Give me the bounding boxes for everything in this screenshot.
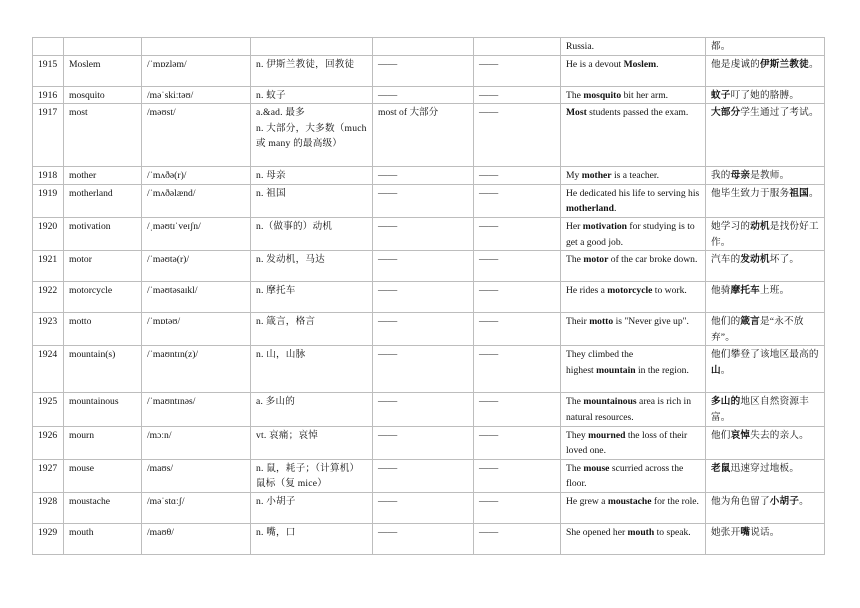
example-sentence-cell: The motor of the car broke down. — [561, 251, 706, 282]
example-sentence-cell: He is a devout Moslem. — [561, 55, 706, 86]
phonetic-transcription-cell: /ˈmʌðə(r)/ — [142, 167, 251, 185]
example-translation-cell: 他骑摩托车上班。 — [706, 282, 825, 313]
example-sentence-cell: My mother is a teacher. — [561, 167, 706, 185]
headword-cell: most — [64, 104, 142, 167]
phonetic-transcription-cell: /məʊst/ — [142, 104, 251, 167]
table-row — [33, 184, 825, 217]
phrase-cell: —— — [373, 393, 474, 426]
example-translation-cell: 蚊子叮了她的胳膊。 — [706, 86, 825, 104]
table-row — [33, 346, 825, 393]
headword-cell: motto — [64, 313, 142, 346]
entry-number-cell: 1921 — [33, 251, 64, 282]
phonetic-transcription-cell: /ˈmaʊntɪnəs/ — [142, 393, 251, 426]
table-body — [33, 38, 825, 555]
table-row — [33, 282, 825, 313]
phonetic-transcription-cell: /ˈməʊtəsaɪkl/ — [142, 282, 251, 313]
table-row — [33, 86, 825, 104]
table-row — [33, 217, 825, 250]
phonetic-transcription-cell: /maʊθ/ — [142, 523, 251, 554]
example-translation-cell: 都。 — [706, 38, 825, 56]
phrase-cell: —— — [373, 217, 474, 250]
definition-cell: n.（做事的）动机 — [251, 217, 373, 250]
headword-cell: Moslem — [64, 55, 142, 86]
phrase-cell: —— — [373, 184, 474, 217]
headword-cell: mouse — [64, 459, 142, 492]
entry-number-cell: 1920 — [33, 217, 64, 250]
phonetic-transcription-cell: /ˈmɒzləm/ — [142, 55, 251, 86]
entry-number-cell: 1925 — [33, 393, 64, 426]
table-row — [33, 104, 825, 167]
definition-cell: n. 伊斯兰教徒，回教徒 — [251, 55, 373, 86]
table-row — [33, 167, 825, 185]
phonetic-transcription-cell — [142, 38, 251, 56]
phrase-cell: —— — [373, 167, 474, 185]
phrase-cell: —— — [373, 523, 474, 554]
entry-number-cell: 1923 — [33, 313, 64, 346]
entry-number-cell: 1929 — [33, 523, 64, 554]
definition-cell: n. 发动机，马达 — [251, 251, 373, 282]
headword-cell: mourn — [64, 426, 142, 459]
derivative-cell: —— — [474, 104, 561, 167]
headword-cell: motivation — [64, 217, 142, 250]
phrase-cell: —— — [373, 492, 474, 523]
headword-cell: moustache — [64, 492, 142, 523]
headword-cell — [64, 38, 142, 56]
example-translation-cell: 他们攀登了该地区最高的山。 — [706, 346, 825, 393]
derivative-cell: —— — [474, 55, 561, 86]
entry-number-cell: 1927 — [33, 459, 64, 492]
phrase-cell: —— — [373, 55, 474, 86]
example-translation-cell: 大部分学生通过了考试。 — [706, 104, 825, 167]
derivative-cell: —— — [474, 492, 561, 523]
example-sentence-cell: They climbed the highest mountain in the region. — [561, 346, 706, 393]
phrase-cell: —— — [373, 86, 474, 104]
example-translation-cell: 他们的箴言是“永不放弃”。 — [706, 313, 825, 346]
phonetic-transcription-cell: /məˈstɑːʃ/ — [142, 492, 251, 523]
phonetic-transcription-cell: /ˈmɒtəʊ/ — [142, 313, 251, 346]
example-translation-cell: 他为角色留了小胡子。 — [706, 492, 825, 523]
entry-number-cell: 1928 — [33, 492, 64, 523]
headword-cell: mountain(s) — [64, 346, 142, 393]
derivative-cell: —— — [474, 282, 561, 313]
headword-cell: mouth — [64, 523, 142, 554]
example-sentence-cell: The mouse scurried across the floor. — [561, 459, 706, 492]
phrase-cell: —— — [373, 282, 474, 313]
example-translation-cell: 老鼠迅速穿过地板。 — [706, 459, 825, 492]
phrase-cell — [373, 38, 474, 56]
phonetic-transcription-cell: /ˈməʊtə(r)/ — [142, 251, 251, 282]
phonetic-transcription-cell: /ˈmʌðəlænd/ — [142, 184, 251, 217]
entry-number-cell: 1926 — [33, 426, 64, 459]
derivative-cell — [474, 38, 561, 56]
definition-cell: vt. 哀痛；哀悼 — [251, 426, 373, 459]
example-sentence-cell: They mourned the loss of their loved one. — [561, 426, 706, 459]
derivative-cell: —— — [474, 251, 561, 282]
entry-number-cell: 1918 — [33, 167, 64, 185]
table-row — [33, 251, 825, 282]
entry-number-cell: 1916 — [33, 86, 64, 104]
entry-number-cell: 1919 — [33, 184, 64, 217]
example-sentence-cell: He dedicated his life to serving his motherland. — [561, 184, 706, 217]
derivative-cell: —— — [474, 426, 561, 459]
entry-number-cell: 1924 — [33, 346, 64, 393]
example-translation-cell: 他是虔诚的伊斯兰教徒。 — [706, 55, 825, 86]
headword-cell: mosquito — [64, 86, 142, 104]
definition-cell: a.&ad. 最多 n. 大部分，大多数（much 或 many 的最高级） — [251, 104, 373, 167]
table-row — [33, 393, 825, 426]
example-translation-cell: 汽车的发动机坏了。 — [706, 251, 825, 282]
example-translation-cell: 她张开嘴说话。 — [706, 523, 825, 554]
phonetic-transcription-cell: /mɔːn/ — [142, 426, 251, 459]
example-sentence-cell: Russia. — [561, 38, 706, 56]
phrase-cell: —— — [373, 251, 474, 282]
example-sentence-cell: She opened her mouth to speak. — [561, 523, 706, 554]
derivative-cell: —— — [474, 313, 561, 346]
phrase-cell: —— — [373, 346, 474, 393]
definition-cell: n. 山，山脉 — [251, 346, 373, 393]
phrase-cell: —— — [373, 313, 474, 346]
example-sentence-cell: Her motivation for studying is to get a good job. — [561, 217, 706, 250]
definition-cell: n. 小胡子 — [251, 492, 373, 523]
definition-cell: n. 母亲 — [251, 167, 373, 185]
derivative-cell: —— — [474, 393, 561, 426]
phrase-cell: —— — [373, 459, 474, 492]
table-row — [33, 492, 825, 523]
derivative-cell: —— — [474, 86, 561, 104]
derivative-cell: —— — [474, 346, 561, 393]
table-row — [33, 426, 825, 459]
derivative-cell: —— — [474, 459, 561, 492]
definition-cell: n. 鼠，耗子；（计算机）鼠标（复 mice） — [251, 459, 373, 492]
derivative-cell: —— — [474, 217, 561, 250]
phrase-cell: most of 大部分 — [373, 104, 474, 167]
definition-cell: n. 箴言，格言 — [251, 313, 373, 346]
phonetic-transcription-cell: /ˌməʊtɪˈveɪʃn/ — [142, 217, 251, 250]
vocabulary-table — [32, 37, 825, 555]
table-row — [33, 313, 825, 346]
table-row — [33, 38, 825, 56]
example-translation-cell: 她学习的动机是找份好工作。 — [706, 217, 825, 250]
definition-cell: n. 祖国 — [251, 184, 373, 217]
example-sentence-cell: He rides a motorcycle to work. — [561, 282, 706, 313]
headword-cell: motorcycle — [64, 282, 142, 313]
phonetic-transcription-cell: /maʊs/ — [142, 459, 251, 492]
entry-number-cell — [33, 38, 64, 56]
table-row — [33, 523, 825, 554]
derivative-cell: —— — [474, 184, 561, 217]
example-translation-cell: 他们哀悼失去的亲人。 — [706, 426, 825, 459]
entry-number-cell: 1917 — [33, 104, 64, 167]
headword-cell: motherland — [64, 184, 142, 217]
example-sentence-cell: Their motto is "Never give up". — [561, 313, 706, 346]
definition-cell: n. 蚊子 — [251, 86, 373, 104]
example-sentence-cell: He grew a moustache for the role. — [561, 492, 706, 523]
definition-cell — [251, 38, 373, 56]
example-translation-cell: 他毕生致力于服务祖国。 — [706, 184, 825, 217]
entry-number-cell: 1922 — [33, 282, 64, 313]
phonetic-transcription-cell: /ˈmaʊntɪn(z)/ — [142, 346, 251, 393]
example-sentence-cell: The mountainous area is rich in natural resources. — [561, 393, 706, 426]
derivative-cell: —— — [474, 523, 561, 554]
definition-cell: n. 摩托车 — [251, 282, 373, 313]
headword-cell: mountainous — [64, 393, 142, 426]
derivative-cell: —— — [474, 167, 561, 185]
definition-cell: n. 嘴，口 — [251, 523, 373, 554]
headword-cell: motor — [64, 251, 142, 282]
table-row — [33, 55, 825, 86]
headword-cell: mother — [64, 167, 142, 185]
example-sentence-cell: Most students passed the exam. — [561, 104, 706, 167]
phrase-cell: —— — [373, 426, 474, 459]
example-sentence-cell: The mosquito bit her arm. — [561, 86, 706, 104]
table-row — [33, 459, 825, 492]
phonetic-transcription-cell: /məˈskiːtəʊ/ — [142, 86, 251, 104]
entry-number-cell: 1915 — [33, 55, 64, 86]
example-translation-cell: 多山的地区自然资源丰富。 — [706, 393, 825, 426]
definition-cell: a. 多山的 — [251, 393, 373, 426]
example-translation-cell: 我的母亲是教师。 — [706, 167, 825, 185]
